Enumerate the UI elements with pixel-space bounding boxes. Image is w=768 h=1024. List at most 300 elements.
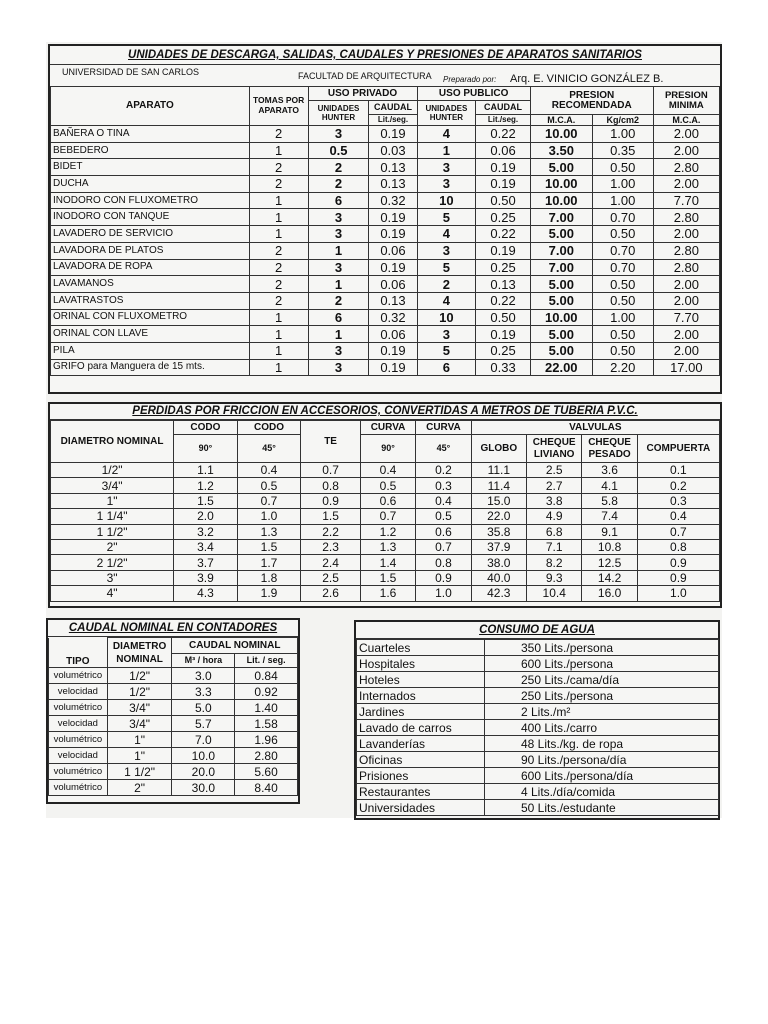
presion-minima: 2.00 bbox=[653, 126, 719, 143]
diametro: 1" bbox=[107, 748, 172, 764]
unidades-privado: 2 bbox=[308, 176, 369, 193]
presion-kg: 0.70 bbox=[592, 209, 653, 226]
diametro: 1/2" bbox=[107, 668, 172, 684]
curva-90: 1.6 bbox=[360, 586, 415, 601]
table-row bbox=[51, 359, 720, 376]
compuerta: 0.7 bbox=[637, 524, 719, 539]
cheque-liviano: 4.9 bbox=[527, 509, 582, 524]
tomas: 2 bbox=[249, 259, 308, 276]
diametro: 1 1/2" bbox=[107, 764, 172, 780]
table-row bbox=[51, 555, 720, 570]
table-row bbox=[51, 524, 720, 539]
unidades-publico: 2 bbox=[417, 276, 476, 293]
table-row bbox=[49, 668, 298, 684]
prepared-name: Arq. E. VINICIO GONZÁLEZ B. bbox=[510, 73, 664, 85]
header-presion-recomendada: PRESION RECOMENDADA bbox=[530, 87, 653, 115]
consumo-valor: 250 Lits./cama/día bbox=[485, 672, 719, 688]
cheque-pesado: 14.2 bbox=[582, 570, 637, 585]
table-row bbox=[357, 640, 719, 656]
table-row bbox=[49, 700, 298, 716]
caudal-lit: 1.96 bbox=[235, 732, 298, 748]
table-row bbox=[357, 800, 719, 816]
caudal-publico: 0.25 bbox=[476, 342, 531, 359]
unidades-publico: 10 bbox=[417, 192, 476, 209]
curva-45: 0.5 bbox=[416, 509, 471, 524]
caudal-m3: 20.0 bbox=[172, 764, 235, 780]
fixture-name: INODORO CON TANQUE bbox=[51, 209, 250, 226]
fixture-name: BIDET bbox=[51, 159, 250, 176]
header-uso-privado: USO PRIVADO bbox=[308, 87, 417, 101]
compuerta: 0.2 bbox=[637, 478, 719, 493]
codo-90: 2.0 bbox=[174, 509, 238, 524]
fixture-name: LAVAMANOS bbox=[51, 276, 250, 293]
tipo: volumétrico bbox=[49, 700, 108, 716]
globo: 40.0 bbox=[471, 570, 526, 585]
table-row bbox=[51, 159, 720, 176]
presion-kg: 1.00 bbox=[592, 192, 653, 209]
unidades-privado: 1 bbox=[308, 276, 369, 293]
presion-minima: 2.80 bbox=[653, 259, 719, 276]
tomas: 1 bbox=[249, 309, 308, 326]
caudal-privado: 0.32 bbox=[369, 309, 417, 326]
table-row bbox=[51, 326, 720, 343]
tipo: volumétrico bbox=[49, 732, 108, 748]
presion-mca: 3.50 bbox=[530, 142, 592, 159]
presion-minima: 2.00 bbox=[653, 276, 719, 293]
consumo-valor: 600 Lits./persona bbox=[485, 656, 719, 672]
codo-45: 1.3 bbox=[237, 524, 301, 539]
codo-45: 1.9 bbox=[237, 586, 301, 601]
tomas: 2 bbox=[249, 176, 308, 193]
table-row bbox=[357, 736, 719, 752]
te: 2.3 bbox=[301, 539, 361, 554]
fixture-name: BAÑERA O TINA bbox=[51, 126, 250, 143]
table-row bbox=[49, 684, 298, 700]
curva-90: 0.4 bbox=[360, 463, 415, 478]
unidades-publico: 4 bbox=[417, 226, 476, 243]
header-mca: M.C.A. bbox=[530, 115, 592, 126]
header-uso-publico: USO PUBLICO bbox=[417, 87, 530, 101]
cheque-pesado: 10.8 bbox=[582, 539, 637, 554]
unidades-publico: 3 bbox=[417, 242, 476, 259]
presion-mca: 7.00 bbox=[530, 259, 592, 276]
presion-mca: 5.00 bbox=[530, 159, 592, 176]
table-row bbox=[357, 672, 719, 688]
diametro: 4" bbox=[51, 586, 174, 601]
unidades-publico: 3 bbox=[417, 176, 476, 193]
compuerta: 0.9 bbox=[637, 555, 719, 570]
table-row bbox=[51, 242, 720, 259]
diametro: 2 1/2" bbox=[51, 555, 174, 570]
header-tipo: TIPO bbox=[49, 638, 108, 668]
caudal-lit: 8.40 bbox=[235, 780, 298, 796]
table-row bbox=[51, 176, 720, 193]
diametro: 1" bbox=[107, 732, 172, 748]
fixture-name: BEBEDERO bbox=[51, 142, 250, 159]
presion-kg: 1.00 bbox=[592, 176, 653, 193]
unidades-privado: 2 bbox=[308, 292, 369, 309]
cheque-liviano: 6.8 bbox=[527, 524, 582, 539]
tomas: 2 bbox=[249, 242, 308, 259]
header-kg: Kg/cm2 bbox=[592, 115, 653, 126]
header-unidades-publico: UNIDADES HUNTER bbox=[417, 101, 476, 126]
table-row bbox=[357, 752, 719, 768]
fixture-name: LAVADORA DE PLATOS bbox=[51, 242, 250, 259]
unidades-publico: 4 bbox=[417, 292, 476, 309]
table-row bbox=[51, 586, 720, 601]
presion-minima: 2.00 bbox=[653, 326, 719, 343]
diametro: 1" bbox=[51, 493, 174, 508]
caudal-m3: 3.3 bbox=[172, 684, 235, 700]
compuerta: 0.8 bbox=[637, 539, 719, 554]
te: 0.8 bbox=[301, 478, 361, 493]
codo-45: 0.5 bbox=[237, 478, 301, 493]
curva-45: 0.8 bbox=[416, 555, 471, 570]
table-row bbox=[49, 780, 298, 796]
table-row bbox=[49, 732, 298, 748]
consumo-lugar: Restaurantes bbox=[357, 784, 485, 800]
tipo: velocidad bbox=[49, 684, 108, 700]
table-row bbox=[357, 720, 719, 736]
unidades-publico: 6 bbox=[417, 359, 476, 376]
diametro: 3" bbox=[51, 570, 174, 585]
cheque-pesado: 7.4 bbox=[582, 509, 637, 524]
caudal-publico: 0.19 bbox=[476, 176, 531, 193]
presion-kg: 0.50 bbox=[592, 292, 653, 309]
table-row bbox=[357, 784, 719, 800]
codo-45: 1.0 bbox=[237, 509, 301, 524]
table-row bbox=[357, 704, 719, 720]
compuerta: 0.4 bbox=[637, 509, 719, 524]
cheque-pesado: 4.1 bbox=[582, 478, 637, 493]
header-mca-min: M.C.A. bbox=[653, 115, 719, 126]
presion-kg: 0.35 bbox=[592, 142, 653, 159]
friction-losses-table bbox=[48, 402, 722, 608]
caudal-publico: 0.06 bbox=[476, 142, 531, 159]
table-row bbox=[51, 478, 720, 493]
caudal-m3: 30.0 bbox=[172, 780, 235, 796]
unidades-privado: 3 bbox=[308, 209, 369, 226]
te: 2.4 bbox=[301, 555, 361, 570]
caudal-privado: 0.13 bbox=[369, 292, 417, 309]
caudal-privado: 0.19 bbox=[369, 226, 417, 243]
diametro: 1/2" bbox=[51, 463, 174, 478]
header-unidades-privado: UNIDADES HUNTER bbox=[308, 101, 369, 126]
presion-kg: 0.50 bbox=[592, 276, 653, 293]
meter-flow-table bbox=[46, 618, 300, 804]
table2-title: PERDIDAS POR FRICCION EN ACCESORIOS, CONVERTIDAS A METROS DE TUBERIA P.V.C. bbox=[50, 404, 720, 420]
caudal-publico: 0.22 bbox=[476, 226, 531, 243]
university-label: UNIVERSIDAD DE SAN CARLOS bbox=[62, 67, 200, 77]
curva-90: 0.6 bbox=[360, 493, 415, 508]
presion-minima: 2.80 bbox=[653, 242, 719, 259]
caudal-publico: 0.50 bbox=[476, 192, 531, 209]
tomas: 1 bbox=[249, 342, 308, 359]
consumo-lugar: Hoteles bbox=[357, 672, 485, 688]
table-row bbox=[51, 192, 720, 209]
fixture-name: DUCHA bbox=[51, 176, 250, 193]
tipo: volumétrico bbox=[49, 764, 108, 780]
caudal-publico: 0.33 bbox=[476, 359, 531, 376]
header-te: TE bbox=[301, 421, 361, 463]
tomas: 1 bbox=[249, 326, 308, 343]
cheque-liviano: 9.3 bbox=[527, 570, 582, 585]
consumo-valor: 4 Lits./día/comida bbox=[485, 784, 719, 800]
fixture-name: INODORO CON FLUXOMETRO bbox=[51, 192, 250, 209]
caudal-lit: 1.58 bbox=[235, 716, 298, 732]
cheque-pesado: 3.6 bbox=[582, 463, 637, 478]
caudal-m3: 7.0 bbox=[172, 732, 235, 748]
presion-kg: 1.00 bbox=[592, 309, 653, 326]
table-row bbox=[51, 539, 720, 554]
codo-90: 3.9 bbox=[174, 570, 238, 585]
compuerta: 0.1 bbox=[637, 463, 719, 478]
header-presion-minima: PRESION MINIMA bbox=[653, 87, 719, 115]
presion-minima: 2.00 bbox=[653, 292, 719, 309]
curva-90: 1.2 bbox=[360, 524, 415, 539]
caudal-privado: 0.19 bbox=[369, 359, 417, 376]
unidades-publico: 5 bbox=[417, 209, 476, 226]
table-row bbox=[51, 276, 720, 293]
consumo-lugar: Lavado de carros bbox=[357, 720, 485, 736]
consumo-lugar: Cuarteles bbox=[357, 640, 485, 656]
header-codo45-sub: 45° bbox=[237, 435, 301, 463]
table-row bbox=[49, 716, 298, 732]
consumo-valor: 50 Lits./estudante bbox=[485, 800, 719, 816]
codo-90: 3.7 bbox=[174, 555, 238, 570]
table-row bbox=[357, 688, 719, 704]
te: 1.5 bbox=[301, 509, 361, 524]
unidades-privado: 6 bbox=[308, 309, 369, 326]
globo: 37.9 bbox=[471, 539, 526, 554]
prepared-label: Preparado por: bbox=[443, 75, 497, 84]
fixture-name: GRIFO para Manguera de 15 mts. bbox=[51, 359, 250, 376]
unidades-privado: 2 bbox=[308, 159, 369, 176]
consumo-valor: 48 Lits./kg. de ropa bbox=[485, 736, 719, 752]
curva-90: 1.3 bbox=[360, 539, 415, 554]
fixture-name: LAVADERO DE SERVICIO bbox=[51, 226, 250, 243]
caudal-publico: 0.19 bbox=[476, 159, 531, 176]
caudal-publico: 0.13 bbox=[476, 276, 531, 293]
table-row bbox=[49, 748, 298, 764]
header-curva90: CURVA bbox=[360, 421, 415, 435]
caudal-privado: 0.13 bbox=[369, 176, 417, 193]
curva-45: 0.9 bbox=[416, 570, 471, 585]
caudal-privado: 0.19 bbox=[369, 209, 417, 226]
caudal-privado: 0.19 bbox=[369, 259, 417, 276]
header-compuerta: COMPUERTA bbox=[637, 435, 719, 463]
table4-title: CONSUMO DE AGUA bbox=[356, 622, 718, 639]
caudal-publico: 0.19 bbox=[476, 326, 531, 343]
diametro: 1/2" bbox=[107, 684, 172, 700]
table4-grid bbox=[356, 639, 719, 816]
caudal-privado: 0.32 bbox=[369, 192, 417, 209]
unidades-privado: 1 bbox=[308, 326, 369, 343]
fixture-name: ORINAL CON FLUXOMETRO bbox=[51, 309, 250, 326]
tomas: 1 bbox=[249, 209, 308, 226]
te: 2.5 bbox=[301, 570, 361, 585]
globo: 38.0 bbox=[471, 555, 526, 570]
consumo-valor: 350 Lits./persona bbox=[485, 640, 719, 656]
table-row bbox=[51, 126, 720, 143]
fixture-name: LAVADORA DE ROPA bbox=[51, 259, 250, 276]
caudal-privado: 0.03 bbox=[369, 142, 417, 159]
caudal-publico: 0.50 bbox=[476, 309, 531, 326]
header-curva90-sub: 90° bbox=[360, 435, 415, 463]
presion-minima: 7.70 bbox=[653, 192, 719, 209]
unidades-privado: 3 bbox=[308, 259, 369, 276]
curva-90: 1.5 bbox=[360, 570, 415, 585]
curva-45: 0.4 bbox=[416, 493, 471, 508]
header-tomas: TOMAS POR APARATO bbox=[249, 87, 308, 126]
unidades-publico: 3 bbox=[417, 326, 476, 343]
consumo-valor: 400 Lits./carro bbox=[485, 720, 719, 736]
consumo-lugar: Hospitales bbox=[357, 656, 485, 672]
consumo-lugar: Lavanderías bbox=[357, 736, 485, 752]
caudal-m3: 10.0 bbox=[172, 748, 235, 764]
table-row bbox=[51, 292, 720, 309]
header-curva45: CURVA bbox=[416, 421, 471, 435]
table1-meta bbox=[50, 65, 720, 86]
caudal-privado: 0.13 bbox=[369, 159, 417, 176]
caudal-publico: 0.25 bbox=[476, 209, 531, 226]
header-globo: GLOBO bbox=[471, 435, 526, 463]
presion-mca: 7.00 bbox=[530, 209, 592, 226]
curva-90: 0.5 bbox=[360, 478, 415, 493]
header-cheque-pesado: CHEQUE PESADO bbox=[582, 435, 637, 463]
caudal-m3: 5.7 bbox=[172, 716, 235, 732]
header-m3: M³ / hora bbox=[172, 654, 235, 668]
table3-title: CAUDAL NOMINAL EN CONTADORES bbox=[48, 620, 298, 637]
header-caudal-unit-publico: Lit./seg. bbox=[476, 115, 531, 126]
globo: 22.0 bbox=[471, 509, 526, 524]
cheque-liviano: 2.7 bbox=[527, 478, 582, 493]
diametro: 2" bbox=[51, 539, 174, 554]
tomas: 2 bbox=[249, 292, 308, 309]
unidades-publico: 10 bbox=[417, 309, 476, 326]
curva-90: 1.4 bbox=[360, 555, 415, 570]
presion-mca: 5.00 bbox=[530, 326, 592, 343]
header-curva45-sub: 45° bbox=[416, 435, 471, 463]
table2-grid bbox=[50, 420, 720, 602]
presion-kg: 1.00 bbox=[592, 126, 653, 143]
caudal-m3: 5.0 bbox=[172, 700, 235, 716]
cheque-liviano: 3.8 bbox=[527, 493, 582, 508]
cheque-liviano: 8.2 bbox=[527, 555, 582, 570]
presion-mca: 5.00 bbox=[530, 276, 592, 293]
presion-kg: 0.50 bbox=[592, 159, 653, 176]
curva-45: 0.2 bbox=[416, 463, 471, 478]
table-row bbox=[51, 142, 720, 159]
curva-45: 0.6 bbox=[416, 524, 471, 539]
codo-90: 1.2 bbox=[174, 478, 238, 493]
compuerta: 1.0 bbox=[637, 586, 719, 601]
unidades-privado: 3 bbox=[308, 359, 369, 376]
caudal-publico: 0.22 bbox=[476, 126, 531, 143]
diametro: 1 1/2" bbox=[51, 524, 174, 539]
table-row bbox=[51, 342, 720, 359]
diametro: 1 1/4" bbox=[51, 509, 174, 524]
compuerta: 0.9 bbox=[637, 570, 719, 585]
table1-grid bbox=[50, 86, 720, 376]
cheque-pesado: 16.0 bbox=[582, 586, 637, 601]
table-row bbox=[51, 493, 720, 508]
tipo: velocidad bbox=[49, 748, 108, 764]
header-codo90-sub: 90° bbox=[174, 435, 238, 463]
caudal-lit: 2.80 bbox=[235, 748, 298, 764]
header-lit: Lit. / seg. bbox=[235, 654, 298, 668]
presion-mca: 10.00 bbox=[530, 309, 592, 326]
caudal-privado: 0.06 bbox=[369, 326, 417, 343]
consumo-lugar: Oficinas bbox=[357, 752, 485, 768]
presion-kg: 2.20 bbox=[592, 359, 653, 376]
caudal-lit: 0.84 bbox=[235, 668, 298, 684]
globo: 42.3 bbox=[471, 586, 526, 601]
unidades-publico: 5 bbox=[417, 259, 476, 276]
tomas: 1 bbox=[249, 359, 308, 376]
sanitary-fixtures-table bbox=[48, 44, 722, 394]
table1-title: UNIDADES DE DESCARGA, SALIDAS, CAUDALES Y PRESIONES DE APARATOS SANITARIOS bbox=[50, 46, 720, 65]
globo: 15.0 bbox=[471, 493, 526, 508]
water-consumption-table bbox=[354, 620, 720, 820]
tipo: volumétrico bbox=[49, 668, 108, 684]
codo-45: 1.8 bbox=[237, 570, 301, 585]
globo: 11.1 bbox=[471, 463, 526, 478]
curva-45: 0.7 bbox=[416, 539, 471, 554]
caudal-privado: 0.06 bbox=[369, 242, 417, 259]
caudal-privado: 0.06 bbox=[369, 276, 417, 293]
caudal-publico: 0.19 bbox=[476, 242, 531, 259]
consumo-valor: 600 Lits./persona/día bbox=[485, 768, 719, 784]
presion-mca: 5.00 bbox=[530, 292, 592, 309]
presion-minima: 2.00 bbox=[653, 226, 719, 243]
cheque-pesado: 12.5 bbox=[582, 555, 637, 570]
caudal-lit: 1.40 bbox=[235, 700, 298, 716]
table-row bbox=[51, 309, 720, 326]
presion-minima: 2.00 bbox=[653, 142, 719, 159]
tomas: 1 bbox=[249, 226, 308, 243]
fixture-name: PILA bbox=[51, 342, 250, 359]
curva-45: 0.3 bbox=[416, 478, 471, 493]
header-caudal-nominal: CAUDAL NOMINAL bbox=[172, 638, 298, 654]
caudal-lit: 0.92 bbox=[235, 684, 298, 700]
globo: 11.4 bbox=[471, 478, 526, 493]
cheque-liviano: 7.1 bbox=[527, 539, 582, 554]
presion-minima: 2.00 bbox=[653, 176, 719, 193]
codo-90: 3.4 bbox=[174, 539, 238, 554]
consumo-lugar: Universidades bbox=[357, 800, 485, 816]
presion-kg: 0.50 bbox=[592, 326, 653, 343]
unidades-privado: 3 bbox=[308, 226, 369, 243]
presion-mca: 22.00 bbox=[530, 359, 592, 376]
unidades-publico: 1 bbox=[417, 142, 476, 159]
caudal-m3: 3.0 bbox=[172, 668, 235, 684]
header-valvulas: VALVULAS bbox=[471, 421, 719, 435]
table3-grid bbox=[48, 637, 298, 796]
cheque-pesado: 9.1 bbox=[582, 524, 637, 539]
consumo-lugar: Jardines bbox=[357, 704, 485, 720]
te: 0.9 bbox=[301, 493, 361, 508]
curva-45: 1.0 bbox=[416, 586, 471, 601]
unidades-privado: 1 bbox=[308, 242, 369, 259]
unidades-publico: 5 bbox=[417, 342, 476, 359]
tomas: 1 bbox=[249, 142, 308, 159]
consumo-lugar: Internados bbox=[357, 688, 485, 704]
consumo-lugar: Prisiones bbox=[357, 768, 485, 784]
presion-minima: 2.80 bbox=[653, 209, 719, 226]
tipo: velocidad bbox=[49, 716, 108, 732]
header-codo45: CODO bbox=[237, 421, 301, 435]
